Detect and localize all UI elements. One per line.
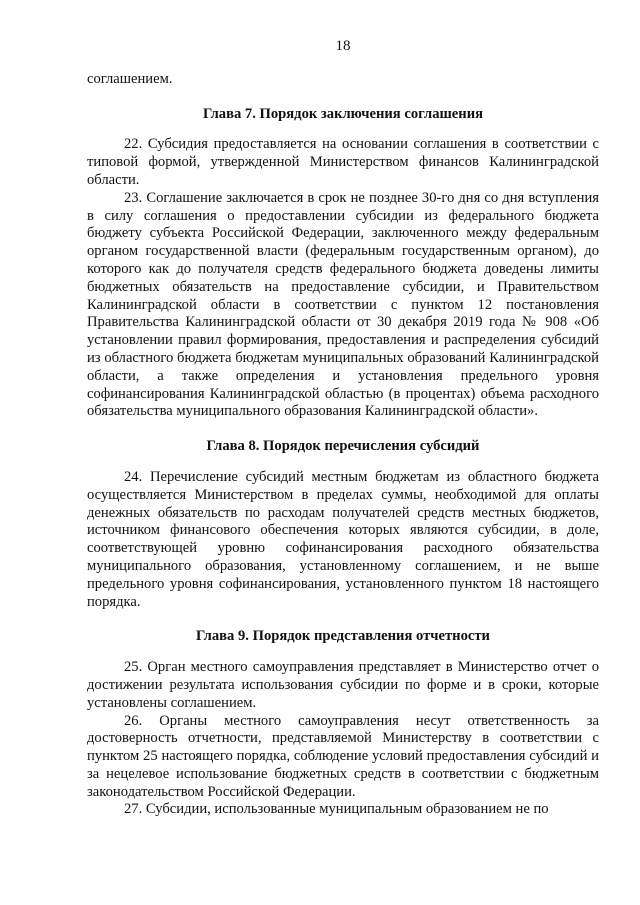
paragraph-24: 24. Перечисление субсидий местным бюджетам из областного бюджета осуществляется Министерством в пределах суммы, необходимой для оплаты денежных обязательств по расходам получателей средств местных бюджетов, источником финансового обеспечения которых являются субсидии, в доле, соответствующей уровню софинансирования расходного обязательства муниципального образования, установленному соглашением, и не выше предельного уровня софинансирования, установленного пунктом 18 настоящего порядка.: [87, 468, 599, 610]
paragraph-23: 23. Соглашение заключается в срок не позднее 30-го дня со дня вступления в силу соглашения о предоставлении субсидии из федерального бюджета бюджету субъекта Российской Федерации, заключенного между федеральным органом государственной власти (федеральным государственным органом), до которого как до получателя средств федерального бюджета доведены лимиты бюджетных обязательств на предоставление субсидии, и Правительством Калининградской области в соответствии с пунктом 12 постановления Правительства Калининградской области от 30 декабря 2019 года № 908 «Об установлении правил формирования, предоставления и распределения субсидий из областного бюджета бюджетам муниципальных образований Калининградской области, а также определения и установления предельного уровня софинансирования Калининградской областью (в процентах) объема расходного обязательства муниципального образования Калининградской области».: [87, 189, 599, 420]
chapter-9-heading: Глава 9. Порядок представления отчетности: [196, 628, 490, 645]
paragraph-27: 27. Субсидии, использованные муниципальным образованием не по: [124, 801, 549, 818]
page-number: 18: [335, 38, 351, 54]
paragraph-25: 25. Орган местного самоуправления представляет в Министерство отчет о достижении результата использования субсидии по форме и в сроки, которые установлены соглашением.: [87, 659, 599, 711]
continuation-text: соглашением.: [87, 70, 173, 87]
chapter-7-heading: Глава 7. Порядок заключения соглашения: [202, 105, 484, 122]
paragraph-26: 26. Органы местного самоуправления несут ответственность за достоверность отчетности, представляемой Министерству в соответствии с пунктом 25 настоящего порядка, соблюдение условий предоставления субсидий и за нецелевое использование бюджетных средств в соответствии с бюджетным законодательством Российской Федерации.: [87, 712, 599, 800]
paragraph-22: 22. Субсидия предоставляется на основании соглашения в соответствии с типовой формой, утвержденной Министерством финансов Калининградской области.: [87, 136, 599, 188]
chapter-8-heading: Глава 8. Порядок перечисления субсидий: [206, 438, 480, 455]
